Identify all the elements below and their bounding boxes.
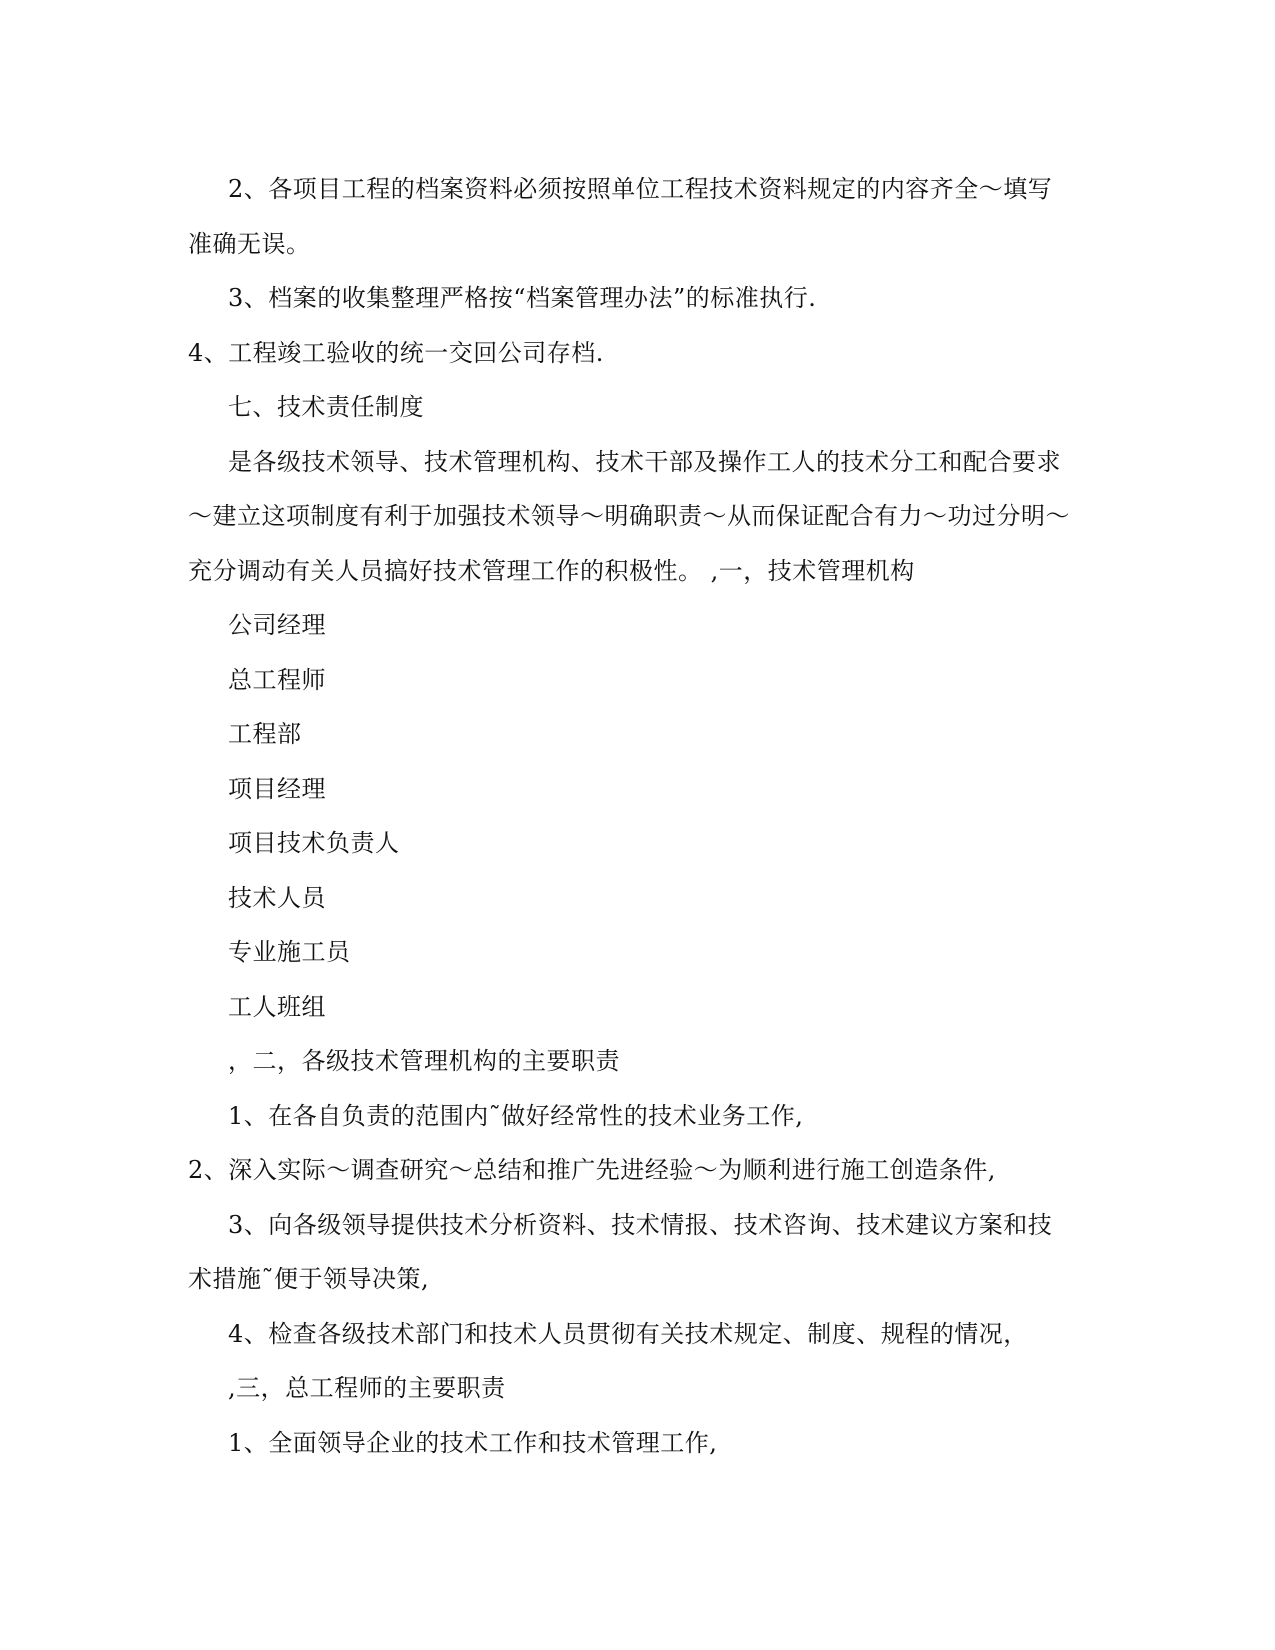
text-line: 是各级技术领导、技术管理机构、技术干部及操作工人的技术分工和配合要求: [228, 448, 1061, 476]
text-line: 充分调动有关人员搞好技术管理工作的积极性。 ,一，技术管理机构: [188, 557, 915, 585]
org-item: 总工程师: [228, 666, 326, 694]
text-line: 准确无误。: [188, 230, 311, 258]
text-line: 4、检查各级技术部门和技术人员贯彻有关技术规定、制度、规程的情况，: [228, 1320, 1028, 1348]
subsection-heading: ,三，总工程师的主要职责: [228, 1374, 506, 1402]
org-item: 公司经理: [228, 611, 326, 639]
text-line: ～建立这项制度有利于加强技术领导～明确职责～从而保证配合有力～功过分明～: [188, 502, 1070, 530]
org-item: 项目技术负责人: [228, 829, 400, 857]
text-line: 4、工程竣工验收的统一交回公司存档.: [188, 339, 604, 367]
org-item: 工人班组: [228, 993, 326, 1021]
text-line: 3、向各级领导提供技术分析资料、技术情报、技术咨询、技术建议方案和技: [228, 1211, 1053, 1239]
text-line: 1、在各自负责的范围内˜做好经常性的技术业务工作,: [228, 1102, 804, 1130]
text-line: 术措施˜便于领导决策,: [188, 1265, 430, 1293]
org-item: 项目经理: [228, 775, 326, 803]
section-heading: 七、技术责任制度: [228, 393, 424, 421]
org-item: 工程部: [228, 720, 302, 748]
text-line: 3、档案的收集整理严格按“档案管理办法”的标准执行.: [228, 284, 817, 312]
text-line: 2、各项目工程的档案资料必须按照单位工程技术资料规定的内容齐全～填写: [228, 175, 1053, 203]
subsection-heading: ，二，各级技术管理机构的主要职责: [228, 1047, 620, 1075]
org-item: 专业施工员: [228, 938, 351, 966]
text-line: 2、深入实际～调查研究～总结和推广先进经验～为顺利进行施工创造条件,: [188, 1156, 996, 1184]
text-line: 1、全面领导企业的技术工作和技术管理工作,: [228, 1429, 718, 1457]
org-item: 技术人员: [228, 884, 326, 912]
